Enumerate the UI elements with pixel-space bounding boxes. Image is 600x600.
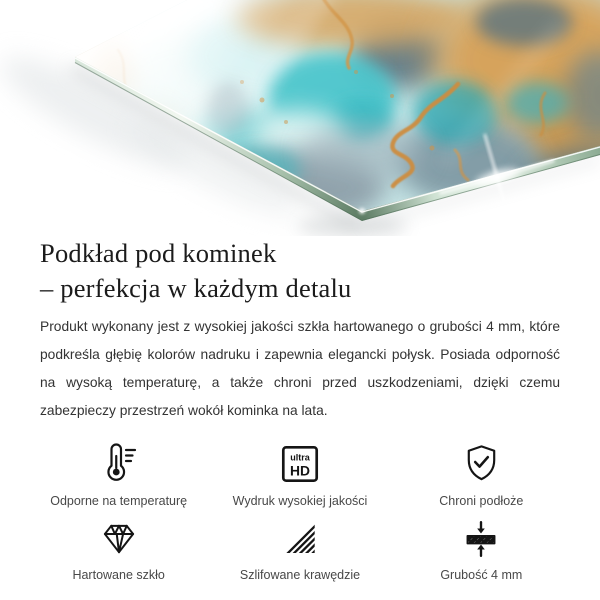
icon-container xyxy=(279,438,321,485)
ultra-hd-icon xyxy=(279,443,321,485)
feature-label: Grubość 4 mm xyxy=(440,568,523,582)
feature-label: Odporne na temperaturę xyxy=(50,494,188,508)
ultra-hd-label-top: ultra xyxy=(290,452,310,463)
ultra-hd-label-bottom: HD xyxy=(289,462,310,479)
product-description: Produkt wykonany jest z wysokiej jakości szkła hartowanego o grubości 4 mm, które podkreśla głębię kolorów nadruku i zapewnia elegancki połysk. Posiada odporność na wysoką temperaturę, a także chroni przed uszkodzeniami, dzięki czemu zabezpieczy przestrzeń wokół kominka na lata. xyxy=(40,319,560,418)
glass-panel-illustration xyxy=(0,0,600,236)
feature-label: Wydruk wysokiej jakości xyxy=(232,494,368,508)
feature-label: Chroni podłoże xyxy=(439,494,524,508)
thermometer-icon xyxy=(97,441,141,485)
feature-protects-floor xyxy=(391,438,572,508)
feature-tempered-glass xyxy=(28,521,209,582)
icon-container xyxy=(97,438,141,485)
icon-container xyxy=(99,521,139,559)
feature-print-quality xyxy=(209,438,390,508)
page-title xyxy=(40,236,560,306)
feature-label: Szlifowane krawędzie xyxy=(239,568,361,582)
feature-temperature-resistant xyxy=(28,438,209,508)
icon-container xyxy=(461,521,501,559)
title-line-2: – perfekcja w każdym detalu xyxy=(40,273,352,303)
feature-label: Hartowane szkło xyxy=(72,568,165,582)
thickness-4mm-icon xyxy=(461,519,501,559)
features-grid xyxy=(28,438,572,582)
feature-polished-edges xyxy=(209,521,390,582)
beveled-edges-icon xyxy=(281,521,319,559)
feature-thickness xyxy=(391,521,572,582)
icon-container xyxy=(281,521,319,559)
shield-check-icon xyxy=(460,442,503,485)
title-line-1: Podkład pod kominek xyxy=(40,238,277,268)
product-info-section xyxy=(0,236,600,582)
diamond-icon xyxy=(99,519,139,559)
icon-container xyxy=(460,438,503,485)
product-image xyxy=(0,0,600,236)
